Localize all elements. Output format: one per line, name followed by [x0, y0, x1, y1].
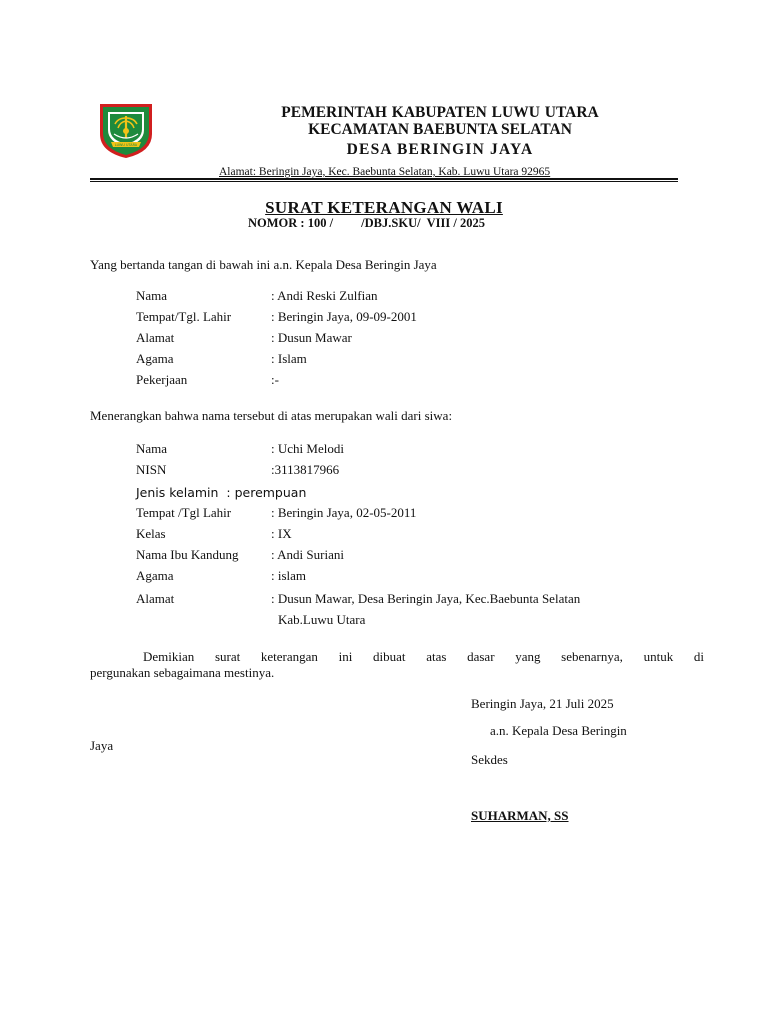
student-class-value: : IX [271, 526, 292, 541]
intro-text: Yang bertanda tangan di bawah ini a.n. Kepala Desa Beringin Jaya [90, 257, 437, 272]
signatory-religion-value: : Islam [271, 351, 307, 366]
student-birth-value: : Beringin Jaya, 02-05-2011 [271, 505, 417, 520]
letterhead-regency: PEMERINTAH KABUPATEN LUWU UTARA [281, 104, 599, 121]
luwu-utara-crest-logo [96, 100, 156, 160]
signatory-occupation-value: :- [271, 372, 279, 387]
student-name-label: Nama [136, 441, 168, 456]
student-mother-label: Nama Ibu Kandung [136, 547, 239, 562]
letterhead-address: Alamat: Beringin Jaya, Kec. Baebunta Selatan, Kab. Luwu Utara 92965 [219, 166, 551, 178]
signature-position: Sekdes [471, 752, 508, 767]
closing-paragraph-line2: pergunakan sebagaimana mestinya. [90, 665, 275, 680]
signature-place-date: Beringin Jaya, 21 Juli 2025 [471, 696, 614, 711]
signatory-birth-value: : Beringin Jaya, 09-09-2001 [271, 309, 417, 324]
student-mother-value: : Andi Suriani [271, 547, 344, 562]
student-nisn-value: :3113817966 [271, 462, 340, 477]
letterhead-village: DESA BERINGIN JAYA [346, 141, 534, 158]
logo-ribbon-text: LUWU UTARA [114, 143, 138, 147]
signatory-name: SUHARMAN, SS [471, 808, 569, 823]
letterhead-divider-thin [90, 181, 678, 182]
student-address-label: Alamat [136, 591, 175, 606]
student-address-continuation: Kab.Luwu Utara [278, 612, 366, 627]
student-religion-label: Agama [136, 568, 174, 583]
signature-on-behalf-continuation: Jaya [90, 738, 114, 753]
letter-title: SURAT KETERANGAN WALI [265, 198, 503, 217]
signatory-name-value: : Andi Reski Zulfian [271, 288, 378, 303]
signatory-birth-label: Tempat/Tgl. Lahir [136, 309, 232, 324]
student-address-value: : Dusun Mawar, Desa Beringin Jaya, Kec.Baebunta Selatan [271, 591, 581, 606]
student-class-label: Kelas [136, 526, 166, 541]
student-nisn-label: NISN [136, 462, 167, 477]
student-gender-line: Jenis kelamin : perempuan [136, 485, 307, 500]
student-birth-label: Tempat /Tgl Lahir [136, 505, 232, 520]
signatory-address-value: : Dusun Mawar [271, 330, 352, 345]
signatory-address-label: Alamat [136, 330, 175, 345]
letter-number: NOMOR : 100 / /DBJ.SKU/ VIII / 2025 [248, 216, 485, 230]
signatory-name-label: Nama [136, 288, 168, 303]
signature-on-behalf: a.n. Kepala Desa Beringin [490, 723, 627, 738]
statement-text: Menerangkan bahwa nama tersebut di atas merupakan wali dari siwa: [90, 408, 453, 423]
signatory-occupation-label: Pekerjaan [136, 372, 188, 387]
signatory-religion-label: Agama [136, 351, 174, 366]
letterhead-divider-thick [90, 178, 678, 180]
closing-paragraph-line1: Demikian surat keterangan ini dibuat atas dasar yang sebenarnya, untuk di [143, 649, 704, 664]
letterhead-district: KECAMATAN BAEBUNTA SELATAN [308, 121, 572, 138]
student-name-value: : Uchi Melodi [271, 441, 344, 456]
student-religion-value: : islam [271, 568, 307, 583]
